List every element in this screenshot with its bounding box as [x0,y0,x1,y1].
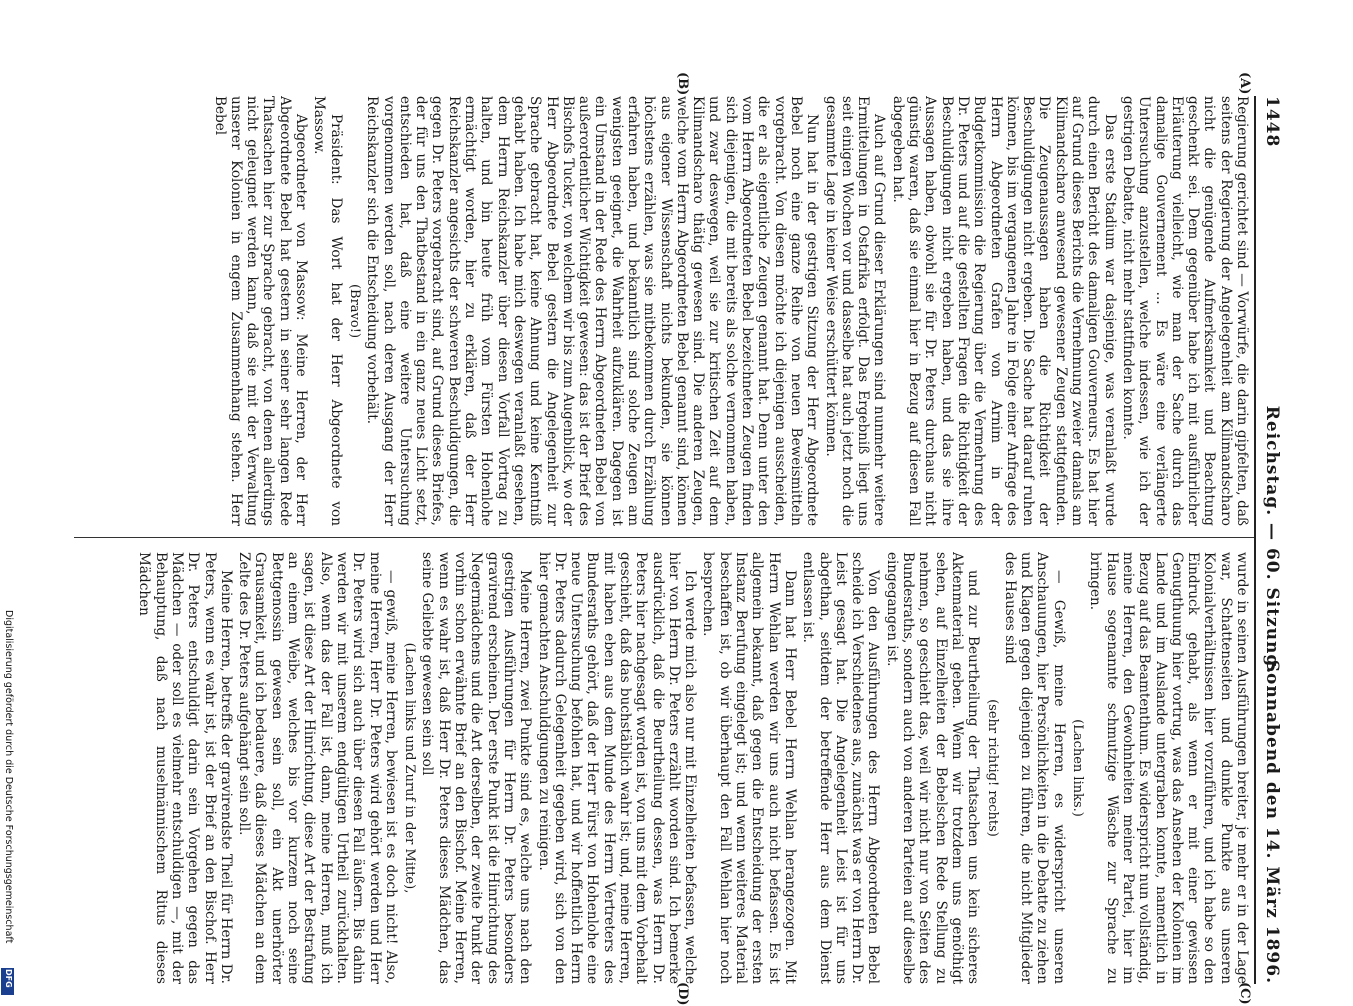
paragraph: Auch auf Grund dieser Erklärungen sind nunmehr weitere Ermittelungen in Ostafrika erfolgt. Das Ergebniß liegt uns seit einigen Wochen vor und dasselbe hat auch jetzt noch die gesammte Lage in keiner Weise erschüttert können. [822,96,888,526]
margin-letter-b: (B) [675,72,690,96]
page-header [1254,96,1286,984]
interjection: (Lachen links und Zuruf in der Mitte), [402,642,418,894]
header-title: Reichstag. — 60. Sitzung. [1262,405,1282,675]
page-number: 1448 [1262,96,1282,148]
paragraph: — Gewiß, meine Herren, es widerspricht unseren Anschauungen, hier Persönlichkeiten in die Debatte zu ziehen und Klagen gegen diejenigen zu führen, die nicht Mitglieder des Hauses sind [1001,552,1067,984]
header-date: Sonnabend den 14. März 1896. [1262,659,1282,984]
paragraph: Abgeordneter von Massow: Meine Herren, der Herr Abgeordnete Bebel hat gestern in seiner sehr langen Rede Thatsachen hier zur Sprache gebracht, von denen allerdings nicht geleugnet werden kann, daß sie mit der Verwaltung unserer Kolonien in engem Zusammenhang stehen. Herr Bebel [211,96,310,526]
right-column [70,552,1250,984]
digitization-credit [2,610,16,990]
paragraph: Nun hat in der gestrigen Sitzung der Herr Abgeordnete Bebel noch eine ganze Reihe von neuen Beweismitteln vorgebracht. Von diesen möchte ich diejenigen ausscheiden, die er als eigentliche Zeugen genannt hat. Denn unter den vom Herrn Abgeordneten Bebel bezeichneten Zeugen finden sich diejenigen, die mit bereits als solche vernommen haben, und zwar deswegen, weil sie zur kritischen Zeit auf dem Kilimandscharo thätig gewesen sind. Die anderen Zeugen, welche vom Herrn Abgeordneten Bebel genannt sind, können aus eigener Wissenschaft nichts bekunden, sie können höchstens erzählen, was sie mitbekommen durch Erzählung erfahren haben, und bekanntlich sind solche Zeugen am wenigsten geeignet, die Wahrheit aufzuklären. Dagegen ist ein Umstand in der Rede des Herrn Abgeordneten Bebel von außerordentlicher Wichtigkeit gewesen: das ist der Brief des Bischofs Tucker, von welchem wir bis zum Augenblick, wo der Herr Abgeordnete Bebel gestern die Angelegenheit zur Sprache gebracht hat, keine Ahnung und keine Kenntniß gehabt haben. Ich habe mich deswegen veranlaßt gesehen, dem Herrn Reichskanzler über diesen Vorfall Vortrag zu halten, und bin heute früh vom Fürsten Hohenlohe ermächtigt worden, hier zu erklären, daß der Herr Reichskanzler angesichts der schweren Beschuldigungen, die gegen Dr. Peters vorgebracht sind, auf Grund dieses Briefes, der für uns den Thatbestand in ein ganz neues Licht setzt, entschieden hat, daß eine weitere Untersuchung vorgenommen werden soll, nach deren Ausgang der Herr Reichskanzler sich die Entscheidung vorbehält. [364,96,821,526]
paragraph: — gewiß, meine Herren, bewiesen ist es doch nicht! Also, meine Herren, Herr Dr. Peters wird gehört werden und Herr Dr. Peters wird sich auch über diesen Fall äußern. Bis dahin werden wir mit unserem endgültigen Urtheil zurückhalten. Also, wenn das der Fall ist, dann, meine Herren, muß ich sagen, ist diese Art der Hinrichtung, diese Art der Bestrafung an einem Weibe, welches bis vor kurzem noch seine Bettgenossin gewesen sein soll, ein Akt unerhörter Grausamkeit, und ich bedauere, daß dieses Mädchen an dem Zelte des Dr. Peters aufgehängt sein soll. [236,552,399,984]
margin-letter-a: (A) [1237,72,1252,95]
margin-letter-d: (D) [675,982,690,1006]
paragraph: Von den Ausführungen des Herrn Abgeordneten Bebel scheide ich Verschiedenes aus, zunächst was er von Herrn Dr. Leist gesagt hat. Die Angelegenheit Leist ist für uns abgethan, seitdem der betreffende Herr aus dem Dienst entlassen ist. [800,552,882,984]
left-column [70,96,1250,526]
margin-letter-c: (C) [1237,982,1252,1005]
paragraph: Präsident: Das Wort hat der Herr Abgeordnete von Massow. [311,96,344,526]
column-divider [74,537,1254,538]
interjection: (Lachen links.) [1070,719,1086,817]
paragraph: Meine Herren, zwei Punkte sind es, welche uns nach den gestrigen Ausführungen für Herrn Dr. Peters besonders gravirend erscheinen. Der erste Punkt ist die Hinrichtung des Negermädchens und die Art derselben, der zweite Punkt der vorhin schon erwähnte Brief an den Bischof. Meine Herren, wenn es wahr ist, daß Herr Dr. Peters dieses Mädchen, das seine Geliebte gewesen sein soll [419,552,534,984]
credit-text: Digitalisierung gefördert durch die Deutsche Forschungsgemeinschaft [3,610,14,944]
paragraph: Regierung gerichtet sind — Vorwürfe, die darin gipfelten, daß seitens der Regierung der Angelegenheit am Kilimandscharo nicht die genügende Aufmerksamkeit und Beachtung geschenkt sei. Dem gegenüber habe ich mit ausführlicher Erläuterung vielleicht, wie man der Sache durch das damalige Gouvernement ... Es wäre eine verlängerte Untersuchung anzustellen, welche indessen, wie ich der gestrigen Debatte, nicht mehr stattfinden konnte. [1119,96,1250,526]
dfg-logo [1,968,14,995]
paragraph: wurde in seinen Ausführungen breiter, je mehr er in der Lage war, Schattenseiten und dunkle Punkte aus unseren Kolonialverhältnissen hier vorzuführen, und ich habe so den Eindruck gehabt, als wenn er mit einer gewissen Genugthuung hier vortrug, was das Ansehen der Kolonien im Lande und im Auslande untergraben konnte, namentlich in Bezug auf das Beamtenthum. Es widerspricht nun vollständig, meine Herren, den Gewohnheiten meiner Partei, hier im Hause sogenannte schmutzige Wäsche zur Sprache zu bringen. [1087,552,1250,984]
paragraph: und zur Beurtheilung der Thatsachen uns kein sicheres Aktenmaterial geben. Wenn wir trotzdem uns genöthigt sehen, auf Einzelheiten der Bebelschen Rede Stellung zu nehmen, so geschieht das, weil wir nicht nur von Seiten des Bundesraths, sondern auch von anderen Parteien auf dieselbe eingegangen ist. [883,552,982,984]
paragraph: Das erste Stadium war dasjenige, was veranlaßt wurde durch einen Bericht des damaligen Gouverneurs. Es hat hier auf Grund dieses Berichts die Vernehmung zweier damals am Kilimandscharo anwesend gewesener Zeugen stattgefunden. Die Zeugenaussagen haben die Richtigkeit der Beschuldigungen nicht ergeben. Die Sache hat darauf ruhen können, bis im vergangenen Jahre in Folge einer Anfrage des Herrn Abgeordneten Grafen von Arnim in der Budgetkommission die Regierung über die Vermehrung des Dr. Peters und auf die gestellten Fragen die Richtigkeit der Beschuldigungen nicht ergeben haben, und das sie ihre Aussagen haben, obwohl sie für Dr. Peters durchaus nicht günstig waren, daß sie einmal hier in Bezug auf diesen Fall abgegeben hat. [889,96,1118,526]
logo-text: DFG [4,969,13,988]
paragraph: Meine Herren, betreffs der gravirendste Theil für Herrn Dr. Peters, wenn es wahr ist, ist der Brief an den Bischof. Herr Dr. Peters entschuldigt darin sein Vorgehen gegen das Mädchen — oder soll es vielmehr entschuldigen —, mit der Behauptung, daß nach muselmännischem Ritus dieses Mädchen [136,552,234,984]
paragraph: Dann hat Herr Bebel Herrn Wehlan herangezogen. Mit Herrn Wehlan werden wir uns auch nicht befassen. Es ist allgemein bekannt, daß gegen die Entscheidung der ersten Instanz Berufung eingelegt ist; und wenn weiteres Material beschaffen ist, ob wir überhaupt den Fall Wehlan hier noch besprechen. [700,552,798,984]
interjection: (sehr richtig! rechts) [984,699,1000,837]
scanned-page [60,72,1290,1006]
interjection: (Bravo!) [346,283,362,339]
paragraph: Ich werde mich also nur mit Einzelheiten befassen, welche hier von Herrn Dr. Peters erzählt worden sind. Ich bemerke ausdrücklich, daß die Beurtheilung dessen, was Herrn Dr. Peters hier nachgesagt worden ist, von uns mit dem Vorbehalt geschieht, daß das buchstäblich wahr ist; und, meine Herren, mit haben eben aus dem Munde des Herrn Vertreters des Bundesraths gehört, daß der Herr Fürst von Hohenlohe eine neue Untersuchung befohlen hat, und wir hoffentlich Herrn Dr. Peters dadurch Gelegenheit gegeben wird, sich von den hier gemachten Anschuldigungen zu reinigen. [535,552,699,984]
